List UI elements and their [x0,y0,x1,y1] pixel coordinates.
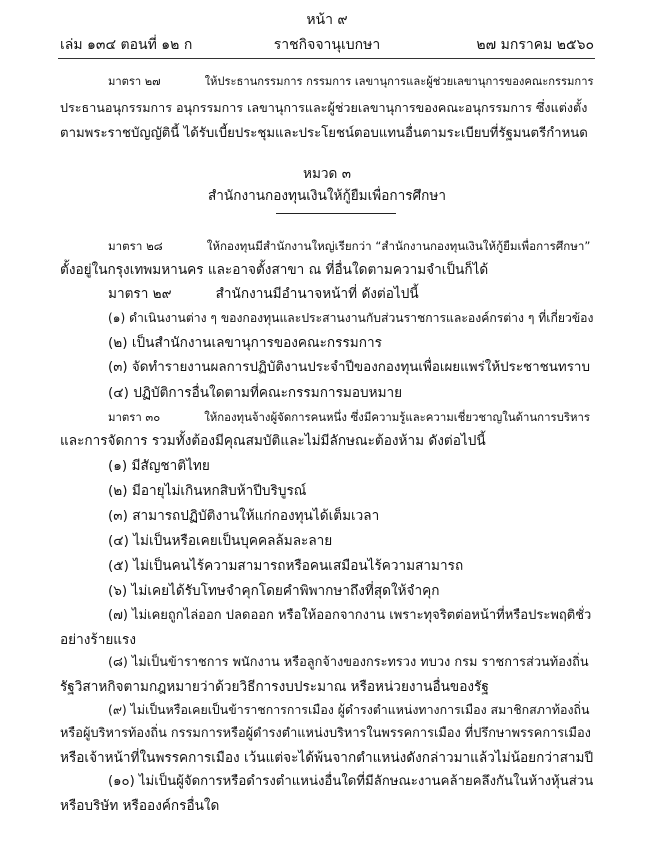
section-30-line-1: มาตรา ๓๐ ให้กองทุนจ้างผู้จัดการคนหนึ่ง ซึ่งมีความรู้และความเชี่ยวชาญในด้านการบริหาร [108,410,590,424]
section-29-item: (๓) จัดทำรายงานผลการปฏิบัติงานประจำปีของกองทุนเพื่อเผยแพร่ให้ประชาชนทราบ [108,360,590,375]
section-30-item: (๕) ไม่เป็นคนไร้ความสามารถหรือคนเสมือนไร้ความสามารถ [108,558,464,574]
section-30-item-10-line-2: หรือบริษัท หรือองค์กรอื่นใด [60,798,220,814]
section-30-item-7-line-1: (๗) ไม่เคยถูกไล่ออก ปลดออก หรือให้ออกจากงาน เพราะทุจริตต่อหน้าที่หรือประพฤติชั่ว [108,608,592,623]
chapter-number: หมวด ๓ [303,166,351,182]
gazette-header [60,34,594,54]
section-30-label: มาตรา ๓๐ [108,410,161,424]
section-30-item-10-line-1: (๑๐) ไม่เป็นผู้จัดการหรือดำรงตำแหน่งอื่นใดที่มีลักษณะงานคล้ายคลึงกันในห้างหุ้นส่วน [108,774,594,789]
section-30-line-2: และการจัดการ รวมทั้งต้องมีคุณสมบัติและไม่มีลักษณะต้องห้าม ดังต่อไปนี้ [60,433,486,449]
section-30-item-9-line-3: หรือเจ้าหน้าที่ในพรรคการเมือง เว้นแต่จะได้พ้นจากตำแหน่งดังกล่าวมาแล้วไม่น้อยกว่าสามปี [60,750,594,766]
header-rule [58,58,595,59]
section-30-item-7-line-2: อย่างร้ายแรง [60,632,137,648]
section-29-label: มาตรา ๒๙ [108,286,172,302]
section-29-item: (๑) ดำเนินงานต่าง ๆ ของกองทุนและประสานงานกับส่วนราชการและองค์กรต่าง ๆ ที่เกี่ยวข้อง [108,311,594,325]
section-30-item: (๓) สามารถปฏิบัติงานให้แก่กองทุนได้เต็มเวลา [108,508,380,524]
section-30-item-8-line-1: (๘) ไม่เป็นข้าราชการ พนักงาน หรือลูกจ้างของกระทรวง ทบวง กรม ราชการส่วนท้องถิ่น [108,655,589,670]
chapter-divider [276,213,396,214]
section-30-item-8-line-2: รัฐวิสาหกิจตามกฎหมายว่าด้วยวิธีการงบประมาณ หรือหน่วยงานอื่นของรัฐ [60,679,489,695]
section-30-item-9-line-1: (๙) ไม่เป็นหรือเคยเป็นข้าราชการการเมือง ผู้ดำรงตำแหน่งทางการเมือง สมาชิกสภาท้องถิ่น [108,702,590,717]
section-27-label: มาตรา ๒๗ [108,75,161,88]
publication-date: ๒๗ มกราคม ๒๕๖๐ [476,37,594,53]
section-29-item: (๔) ปฏิบัติการอื่นใดตามที่คณะกรรมการมอบหมาย [108,385,403,401]
section-28-label: มาตรา ๒๘ [108,239,163,253]
section-27-line-3: ตามพระราชบัญญัตินี้ ได้รับเบี้ยประชุมและประโยชน์ตอบแทนอื่นตามระเบียบที่รัฐมนตรีกำหนด [60,126,588,141]
section-29-line-1: มาตรา ๒๙ สำนักงานมีอำนาจหน้าที่ ดังต่อไปนี้ [108,286,419,302]
section-30-item: (๑) มีสัญชาติไทย [108,458,210,474]
section-30-item-9-line-2: หรือผู้บริหารท้องถิ่น กรรมการหรือผู้ดำรงตำแหน่งบริหารในพรรคการเมือง ที่ปรึกษาพรรคการเมือง [60,726,591,741]
section-27-line-1: มาตรา ๒๗ ให้ประธานกรรมการ กรรมการ เลขานุการและผู้ช่วยเลขานุการของคณะกรรมการ [108,75,594,88]
section-29-item: (๒) เป็นสำนักงานเลขานุการของคณะกรรมการ [108,335,382,351]
page-number: หน้า ๙ [306,12,348,28]
section-28-line-2: ตั้งอยู่ในกรุงเทพมหานคร และอาจตั้งสาขา ณ ที่อื่นใดตามความจำเป็นก็ได้ [60,262,489,278]
section-28-line-1: มาตรา ๒๘ ให้กองทุนมีสำนักงานใหญ่เรียกว่า “สำนักงานกองทุนเงินให้กู้ยืมเพื่อการศึกษา” [108,239,591,253]
publication-name: ราชกิจจานุเบกษา [273,37,381,53]
section-30-item: (๒) มีอายุไม่เกินหกสิบห้าปีบริบูรณ์ [108,483,307,499]
volume-issue: เล่ม ๑๓๔ ตอนที่ ๑๒ ก [60,37,193,53]
section-30-item: (๔) ไม่เป็นหรือเคยเป็นบุคคลล้มละลาย [108,533,333,549]
chapter-title: สำนักงานกองทุนเงินให้กู้ยืมเพื่อการศึกษา [207,188,447,204]
section-30-item: (๖) ไม่เคยได้รับโทษจำคุกโดยคำพิพากษาถึงที่สุดให้จำคุก [108,583,440,599]
section-27-line-2: ประธานอนุกรรมการ อนุกรรมการ เลขานุการและผู้ช่วยเลขานุการของคณะอนุกรรมการ ซึ่งแต่งตั้ง [60,100,588,115]
